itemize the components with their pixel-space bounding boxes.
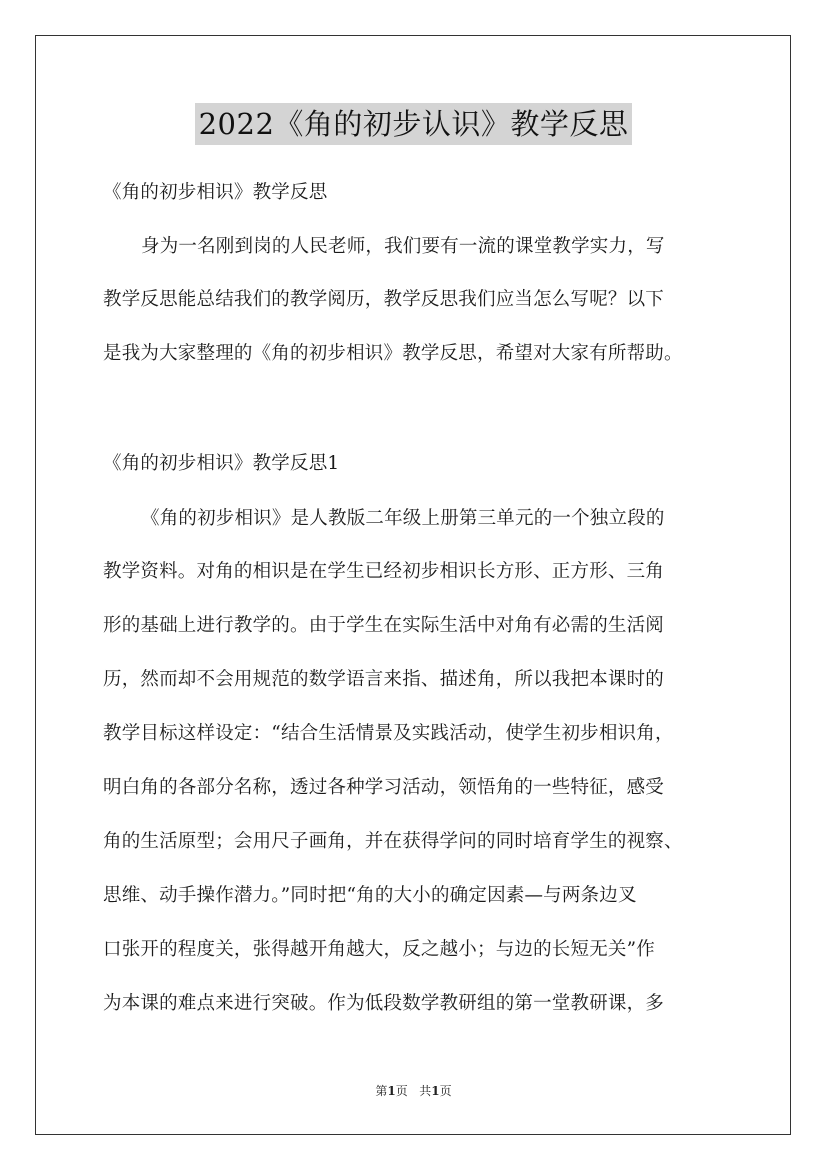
intro-line: 身为一名刚到岗的人民老师，我们要有一流的课堂教学实力，写 <box>141 236 665 257</box>
subtitle: 《角的初步相识》教学反思 <box>103 182 328 203</box>
page-number: 1 <box>387 1084 396 1098</box>
body-line: 教学目标这样设定：“结合生活情景及实践活动，使学生初步相识角， <box>103 723 674 744</box>
title-container <box>0 103 827 145</box>
page-prefix: 第 <box>375 1084 388 1098</box>
body-line: 口张开的程度关，张得越开角越大，反之越小；与边的长短无关”作 <box>103 939 655 960</box>
section-heading: 《角的初步相识》教学反思1 <box>103 453 340 474</box>
body-line: 教学资料。对角的相识是在学生已经初步相识长方形、正方形、三角 <box>103 561 665 582</box>
intro-line: 是我为大家整理的《角的初步相识》教学反思，希望对大家有所帮助。 <box>103 343 683 364</box>
intro-line: 教学反思能总结我们的教学阅历，教学反思我们应当怎么写呢？以下 <box>103 289 665 310</box>
body-line: 《角的初步相识》是人教版二年级上册第三单元的一个独立段的 <box>141 508 665 529</box>
body-line: 为本课的难点来进行突破。作为低段数学教研组的第一堂教研课，多 <box>103 993 665 1014</box>
body-line: 角的生活原型；会用尺子画角，并在获得学问的同时培育学生的视察、 <box>103 831 683 852</box>
page-suffix: 页 <box>395 1084 408 1098</box>
body-line: 历，然而却不会用规范的数学语言来指、描述角，所以我把本课时的 <box>103 669 665 690</box>
body-line: 明白角的各部分名称，透过各种学习活动，领悟角的一些特征，感受 <box>103 777 665 798</box>
page-footer <box>0 1083 827 1099</box>
total-prefix: 共 <box>419 1084 432 1098</box>
body-line: 思维、动手操作潜力。”同时把“角的大小的确定因素—与两条边叉 <box>103 885 637 906</box>
total-pages: 1 <box>431 1084 440 1098</box>
total-suffix: 页 <box>439 1084 452 1098</box>
body-line: 形的基础上进行教学的。由于学生在实际生活中对角有必需的生活阅 <box>103 615 665 636</box>
document-title: 2022《角的初步认识》教学反思 <box>195 103 633 145</box>
